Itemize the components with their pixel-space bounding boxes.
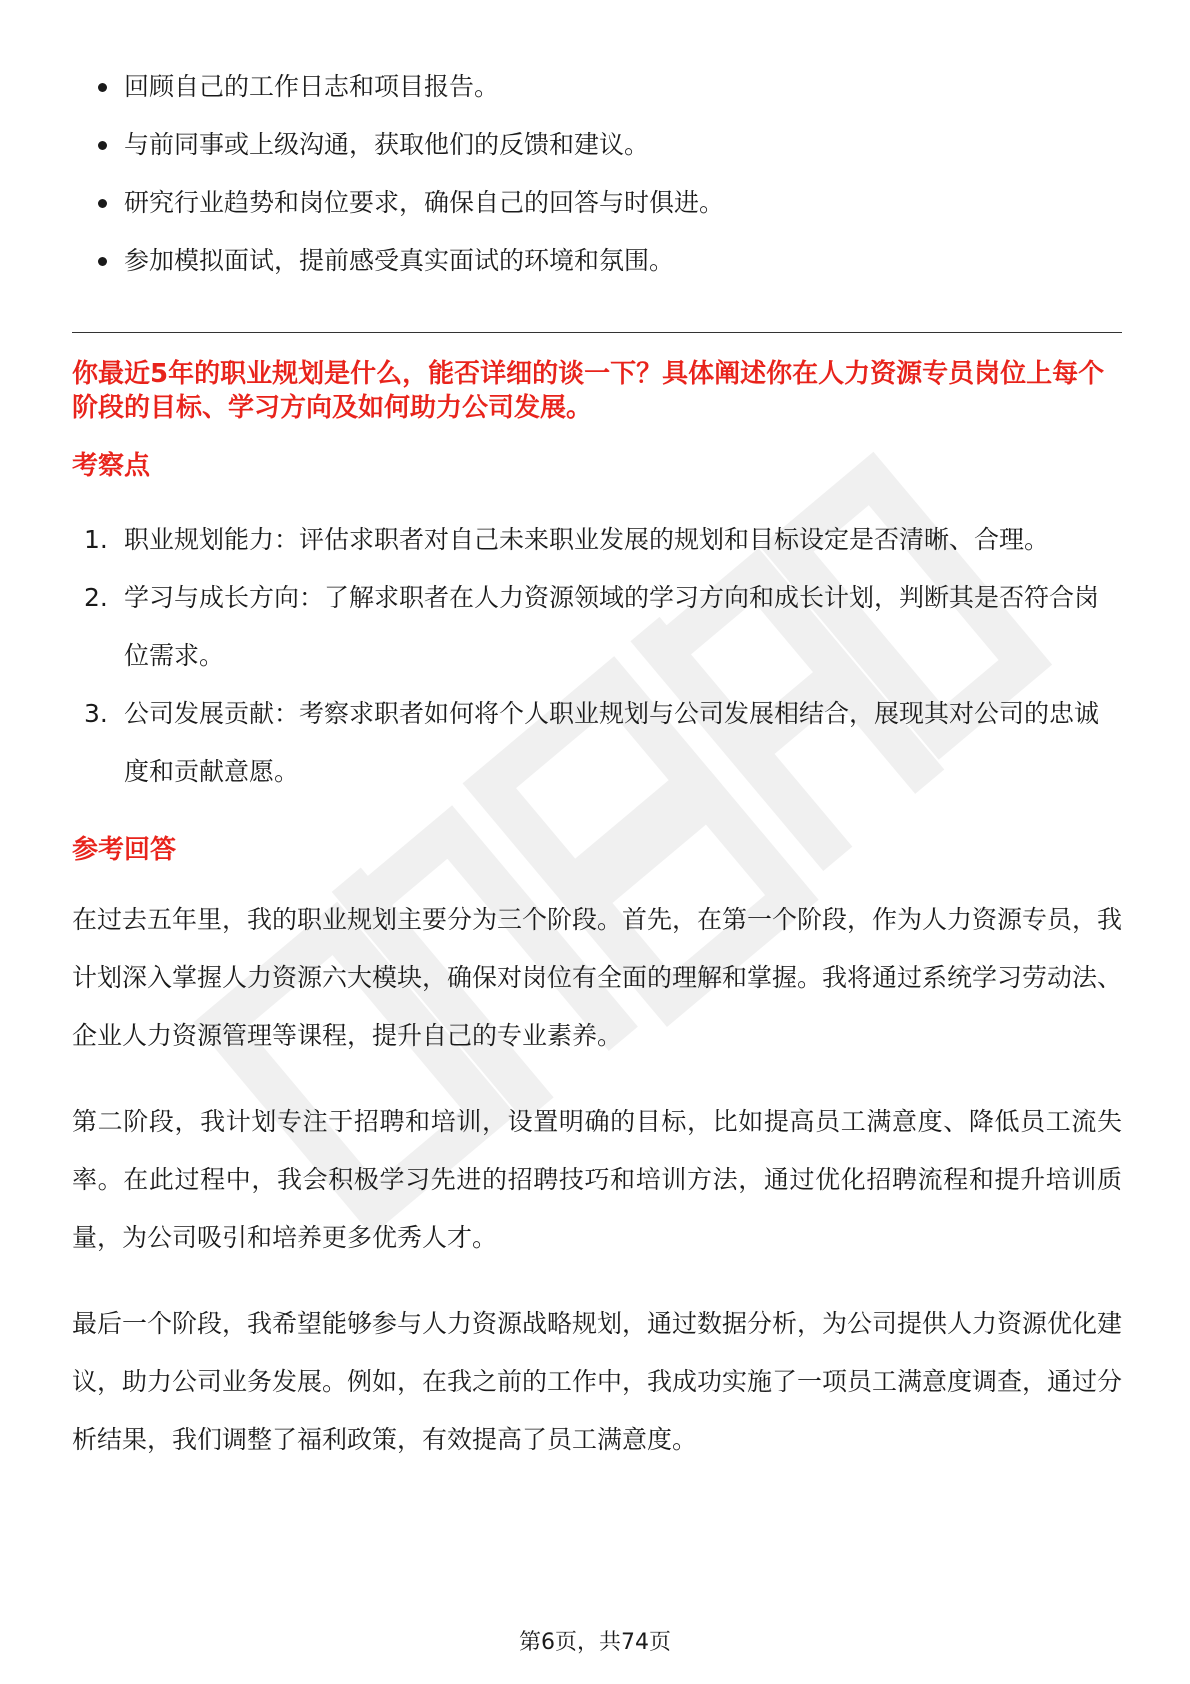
bullet-item: 回顾自己的工作日志和项目报告。: [72, 58, 1122, 116]
bullet-dot-icon: [98, 199, 107, 208]
interview-question: 你最近5年的职业规划是什么，能否详细的谈一下？具体阐述你在人力资源专员岗位上每个阶段的目标、学习方向及如何助力公司发展。: [72, 359, 1105, 423]
bullet-item: 参加模拟面试，提前感受真实面试的环境和氛围。: [72, 232, 1122, 290]
assessment-list: [72, 511, 1122, 801]
bullet-item: 研究行业趋势和岗位要求，确保自己的回答与时俱进。: [72, 174, 1122, 232]
bullet-dot-icon: [98, 257, 107, 266]
prep-bullet-list: [72, 58, 1122, 290]
answer-paragraph: 最后一个阶段，我希望能够参与人力资源战略规划，通过数据分析，为公司提供人力资源优化建议，助力公司业务发展。例如，在我之前的工作中，我成功实施了一项员工满意度调查，通过分析结果，我们调整了福利政策，有效提高了员工满意度。: [72, 1309, 1123, 1454]
assessment-title: 考察点: [72, 451, 151, 481]
page-content: [72, 58, 1122, 1469]
answer-paragraph: 第二阶段，我计划专注于招聘和培训，设置明确的目标，比如提高员工满意度、降低员工流失率。在此过程中，我会积极学习先进的招聘技巧和培训方法，通过优化招聘流程和提升培训质量，为公司吸引和培养更多优秀人才。: [72, 1107, 1122, 1252]
bullet-item: 与前同事或上级沟通，获取他们的反馈和建议。: [72, 116, 1122, 174]
bullet-dot-icon: [98, 141, 107, 150]
answer-title: 参考回答: [72, 835, 177, 865]
page-number: 第6页，共74页: [519, 1630, 671, 1655]
bullet-dot-icon: [98, 83, 107, 92]
assessment-item: 3. 公司发展贡献：考察求职者如何将个人职业规划与公司发展相结合，展现其对公司的忠诚度和贡献意愿。: [84, 699, 1100, 786]
answer-paragraph: 在过去五年里，我的职业规划主要分为三个阶段。首先，在第一个阶段，作为人力资源专员，我计划深入掌握人力资源六大模块，确保对岗位有全面的理解和掌握。我将通过系统学习劳动法、企业人力资源管理等课程，提升自己的专业素养。: [72, 905, 1123, 1050]
assessment-item: 1. 职业规划能力：评估求职者对自己未来职业发展的规划和目标设定是否清晰、合理。: [84, 525, 1050, 554]
section-divider: [72, 332, 1122, 333]
assessment-item: 2. 学习与成长方向：了解求职者在人力资源领域的学习方向和成长计划，判断其是否符合岗位需求。: [84, 583, 1100, 670]
